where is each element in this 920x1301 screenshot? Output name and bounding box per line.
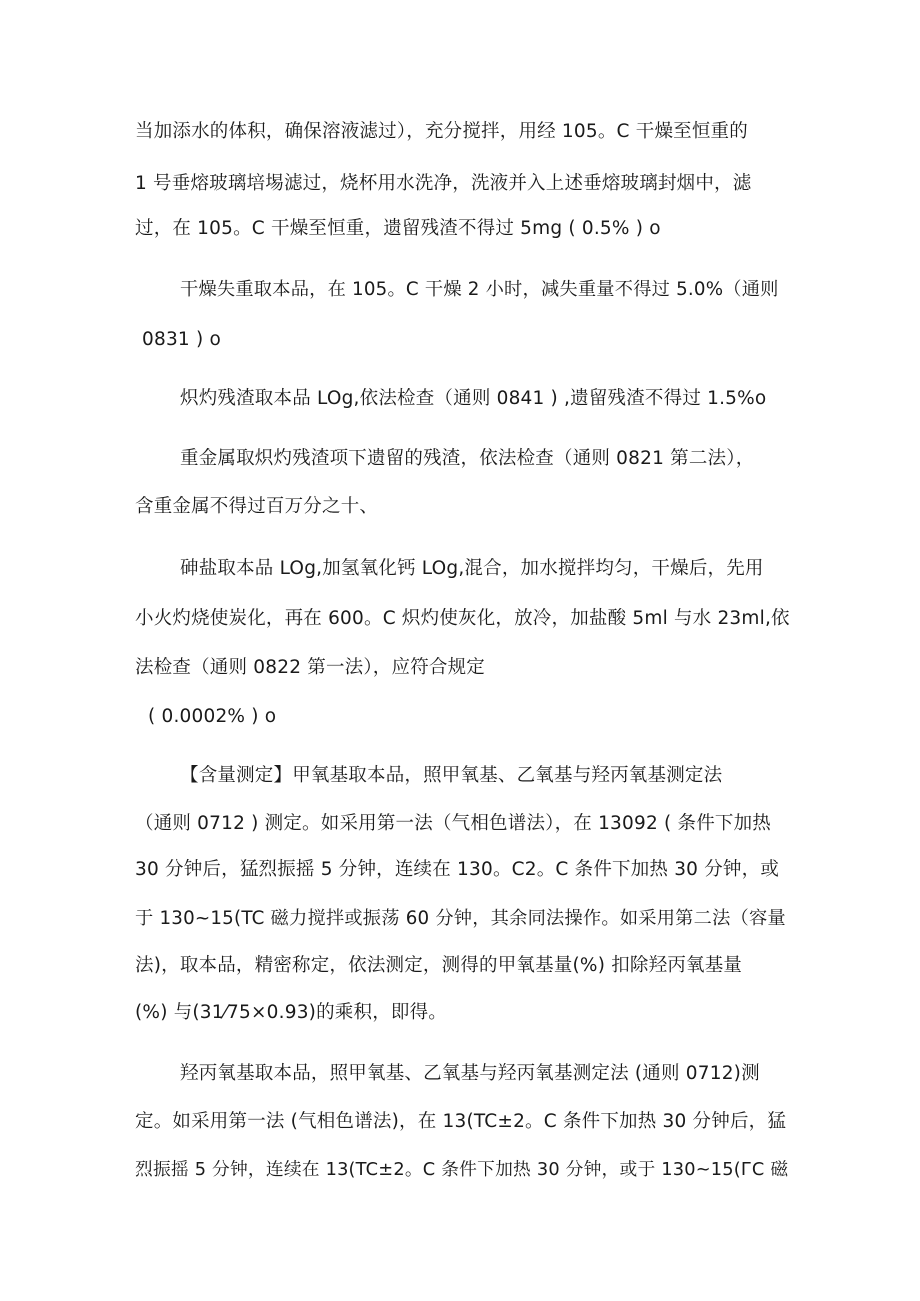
paragraph-line-14: （通则 0712 ) 测定。如采用第一法（气相色谱法），在 13092 ( 条件下加热 (135, 813, 772, 834)
paragraph-line-1: 当加添水的体积，确保溶液滤过），充分搅拌，用经 105。C 干燥至恒重的 (135, 121, 748, 142)
paragraph-line-16: 于 130~15(TC 磁力搅拌或振荡 60 分钟，其余同法操作。如采用第二法（容量 (135, 908, 786, 929)
paragraph-line-10: 小火灼烧使炭化，再在 600。C 炽灼使灰化，放冷，加盐酸 5ml 与水 23ml,依 (135, 608, 790, 629)
paragraph-line-13: 【含量测定】甲氧基取本品，照甲氧基、乙氧基与羟丙氧基测定法 (180, 765, 723, 786)
paragraph-line-19: 羟丙氧基取本品，照甲氧基、乙氧基与羟丙氧基测定法 (通则 0712)测 (180, 1063, 760, 1084)
paragraph-line-5: 0831 ) o (142, 329, 221, 350)
paragraph-line-17: 法)，取本品，精密称定，依法测定，测得的甲氧基量(%) 扣除羟丙氧基量 (135, 955, 743, 976)
paragraph-line-12: ( 0.0002% ) o (148, 706, 277, 727)
paragraph-line-7: 重金属取炽灼残渣项下遗留的残渣，依法检查（通则 0821 第二法）， (180, 448, 755, 469)
paragraph-line-18: (%) 与(31⁄75×0.93)的乘积，即得。 (135, 1002, 447, 1023)
paragraph-line-3: 过，在 105。C 干燥至恒重，遗留残渣不得过 5mg ( 0.5% ) o (135, 218, 661, 239)
paragraph-line-21: 烈振摇 5 分钟，连续在 13(TC±2。C 条件下加热 30 分钟，或于 130~15(ГC 磁 (135, 1160, 789, 1180)
paragraph-line-15: 30 分钟后，猛烈振摇 5 分钟，连续在 130。C2。C 条件下加热 30 分钟，或 (135, 859, 780, 880)
paragraph-line-11: 法检查（通则 0822 第一法），应符合规定 (135, 657, 485, 678)
paragraph-line-9: 砷盐取本品 LOg,加氢氧化钙 LOg,混合，加水搅拌均匀，干燥后，先用 (180, 558, 764, 579)
paragraph-line-4: 干燥失重取本品，在 105。C 干燥 2 小时，减失重量不得过 5.0%（通则 (180, 279, 779, 300)
paragraph-line-8: 含重金属不得过百万分之十、 (135, 496, 379, 517)
paragraph-line-20: 定。如采用第一法 (气相色谱法)，在 13(TC±2。C 条件下加热 30 分钟后，猛 (135, 1111, 787, 1132)
paragraph-line-2: 1 号垂熔玻璃培埸滤过，烧杯用水洗净，洗液并入上述垂熔玻璃封烟中，滤 (135, 173, 752, 194)
paragraph-line-6: 炽灼残渣取本品 LOg,依法检查（通则 0841 ) ,遗留残渣不得过 1.5%o (180, 388, 767, 409)
